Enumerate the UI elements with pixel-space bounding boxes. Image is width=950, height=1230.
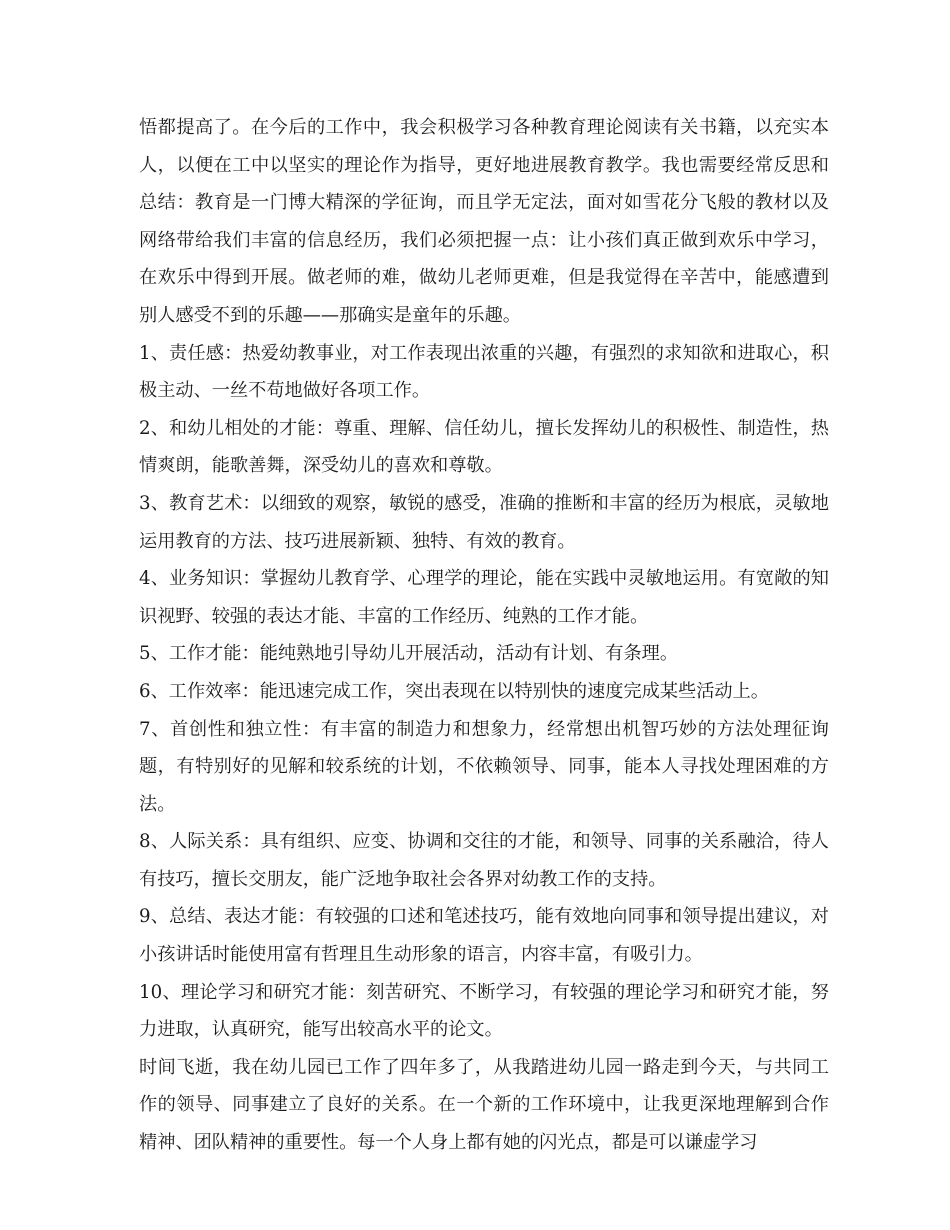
list-item-professional-knowledge: 4、业务知识：掌握幼儿教育学、心理学的理论，能在实践中灵敏地运用。有宽敞的知识视野、较强的表达才能、丰富的工作经历、纯熟的工作才能。 bbox=[139, 568, 829, 627]
list-item-work-ability: 5、工作才能：能纯熟地引导幼儿开展活动，活动有计划、有条理。 bbox=[139, 643, 679, 665]
paragraph-closing: 时间飞逝，我在幼儿园已工作了四年多了，从我踏进幼儿园一路走到今天，与共同工作的领导、同事建立了良好的关系。在一个新的工作环境中，让我更深地理解到合作精神、团队精神的重要性。每一个人身上都有她的闪光点，都是可以谦虚学习 bbox=[139, 1056, 829, 1154]
list-item-child-relations: 2、和幼儿相处的才能：尊重、理解、信任幼儿，擅长发挥幼儿的积极性、制造性，热情爽朗，能歌善舞，深受幼儿的喜欢和尊敬。 bbox=[139, 417, 829, 477]
document-body bbox=[139, 109, 829, 1162]
list-item-responsibility: 1、责任感：热爱幼教事业，对工作表现出浓重的兴趣，有强烈的求知欲和进取心，积极主动、一丝不苟地做好各项工作。 bbox=[139, 342, 829, 402]
list-item-creativity: 7、首创性和独立性：有丰富的制造力和想象力，经常想出机智巧妙的方法处理征询题，有特别好的见解和较系统的计划，不依赖领导、同事，能本人寻找处理困难的方法。 bbox=[139, 718, 829, 815]
list-item-theory-research: 10、理论学习和研究才能：刻苦研究、不断学习，有较强的理论学习和研究才能，努力进取，认真研究，能写出较高水平的论文。 bbox=[139, 981, 829, 1041]
list-item-teaching-art: 3、教育艺术：以细致的观察，敏锐的感受，准确的推断和丰富的经历为根底，灵敏地运用教育的方法、技巧进展新颖、独特、有效的教育。 bbox=[139, 492, 829, 552]
list-item-interpersonal: 8、人际关系：具有组织、应变、协调和交往的才能，和领导、同事的关系融洽，待人有技巧，擅长交朋友，能广泛地争取社会各界对幼教工作的支持。 bbox=[139, 831, 829, 890]
paragraph-reflection: 悟都提高了。在今后的工作中，我会积极学习各种教育理论阅读有关书籍，以充实本人，以便在工中以坚实的理论作为指导，更好地进展教育教学。我也需要经常反思和总结：教育是一门博大精深的学征询，而且学无定法，面对如雪花分飞般的教材以及网络带给我们丰富的信息经历，我们必须把握一点：让小孩们真正做到欢乐中学习，在欢乐中得到开展。做老师的难，做幼儿老师更难，但是我觉得在辛苦中，能感遭到别人感受不到的乐趣——那确实是童年的乐趣。 bbox=[139, 117, 829, 326]
list-item-summary-expression: 9、总结、表达才能：有较强的口述和笔述技巧，能有效地向同事和领导提出建议，对小孩讲话时能使用富有哲理且生动形象的语言，内容丰富，有吸引力。 bbox=[139, 906, 829, 966]
list-item-work-efficiency: 6、工作效率：能迅速完成工作，突出表现在以特别快的速度完成某些活动上。 bbox=[139, 680, 769, 702]
